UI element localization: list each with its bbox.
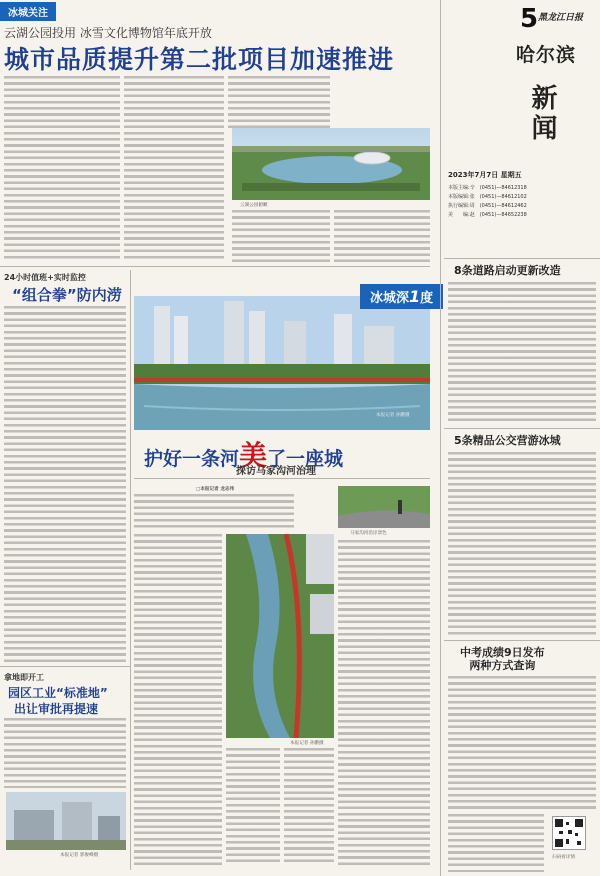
feature-text-col-2 bbox=[226, 748, 280, 866]
top-text-col-4 bbox=[232, 210, 330, 262]
feature-text-col-4 bbox=[338, 540, 430, 866]
top-headline: 城市品质提升第二批项目加速推进 bbox=[4, 45, 395, 74]
staff-row: 美 编:赵 (0451)—84652238 bbox=[448, 212, 527, 218]
qr-label: 扫码看详情 bbox=[552, 855, 575, 860]
feature-photo-credit: 本报记者 孙鹏摄 bbox=[376, 413, 410, 418]
river-scene-image bbox=[134, 296, 430, 430]
feature-small-photo bbox=[338, 486, 430, 528]
park-aerial-image bbox=[232, 128, 430, 200]
paper-name: 黑龙江日报 bbox=[538, 13, 584, 23]
riverside-path-image bbox=[338, 486, 430, 528]
top-photo-yunhu-park bbox=[232, 128, 430, 200]
divider bbox=[0, 266, 430, 267]
bottom-left-text bbox=[4, 718, 126, 788]
feature-aerial-credit: 本报记者 孙鹏摄 bbox=[290, 741, 324, 746]
vertical-divider bbox=[440, 0, 441, 876]
top-photo-caption: 云湖公园俯瞰 bbox=[240, 203, 268, 208]
right-story-3-text bbox=[448, 676, 596, 812]
divider bbox=[444, 640, 600, 641]
top-text-col-2 bbox=[124, 76, 224, 262]
right-story-3-headline: 中考成绩9日发布 两种方式查询 bbox=[460, 646, 545, 672]
issue-date: 2023年7月7日 星期五 bbox=[448, 171, 522, 179]
right-story-2-text bbox=[448, 452, 596, 636]
left-story-kicker: 24小时值班+实时监控 bbox=[4, 273, 86, 282]
column-name: 新闻 bbox=[527, 84, 557, 144]
section-tag: 冰城关注 bbox=[0, 2, 56, 21]
feature-subtitle: 探访马家沟河治理 bbox=[236, 466, 316, 477]
staff-row: 本版编辑:张 (0451)—84612102 bbox=[448, 194, 527, 200]
divider bbox=[134, 478, 430, 479]
feature-river-photo bbox=[134, 296, 430, 430]
top-text-col-5 bbox=[334, 210, 430, 262]
right-story-3-text-tail bbox=[448, 814, 544, 872]
bottom-left-headline-2: 出让审批再提速 bbox=[14, 702, 99, 716]
bottom-left-headline-1: 园区工业“标准地” bbox=[8, 686, 108, 700]
qr-code-image bbox=[553, 817, 585, 849]
qr-code bbox=[552, 816, 586, 850]
vertical-divider bbox=[130, 270, 131, 870]
right-story-2-headline: 5条精品公交营游冰城 bbox=[454, 434, 561, 447]
feature-text-col-1 bbox=[134, 534, 222, 866]
left-story-headline: “组合拳”防内涝 bbox=[12, 286, 122, 304]
left-story-text bbox=[4, 306, 126, 664]
right-story-1-text bbox=[448, 282, 596, 424]
feature-byline: □本报记者 龙志伟 bbox=[196, 487, 235, 492]
staff-row: 本版主编:辛 (0451)—84612318 bbox=[448, 185, 527, 191]
divider bbox=[444, 428, 600, 429]
feature-small-caption: 马家沟河沿岸景色 bbox=[350, 531, 387, 536]
river-aerial-image bbox=[226, 534, 334, 738]
bottom-left-photo-credit: 本报记者 郭俊峰摄 bbox=[60, 853, 99, 858]
divider bbox=[444, 258, 600, 259]
divider bbox=[0, 666, 130, 667]
feature-text-intro bbox=[134, 494, 294, 528]
city-name: 哈尔滨 bbox=[516, 44, 577, 66]
right-story-1-headline: 8条道路启动更新改造 bbox=[454, 264, 561, 277]
page-number: 5 bbox=[520, 4, 539, 34]
staff-row: 执行编辑:周 (0451)—84612462 bbox=[448, 203, 527, 209]
top-text-col-3 bbox=[228, 76, 330, 130]
industrial-site-image bbox=[6, 792, 126, 850]
feature-tag: 冰城深1度 bbox=[360, 284, 443, 309]
feature-text-col-3 bbox=[284, 748, 334, 866]
top-text-col-1 bbox=[4, 76, 120, 262]
bottom-left-photo bbox=[6, 792, 126, 850]
feature-aerial-photo bbox=[226, 534, 334, 738]
staff-list bbox=[448, 184, 598, 228]
feature-headline: 护好一条河美了一座城 bbox=[144, 439, 344, 472]
bottom-left-kicker: 拿地即开工 bbox=[4, 673, 44, 682]
top-kicker: 云湖公园投用 冰雪文化博物馆年底开放 bbox=[4, 26, 212, 40]
